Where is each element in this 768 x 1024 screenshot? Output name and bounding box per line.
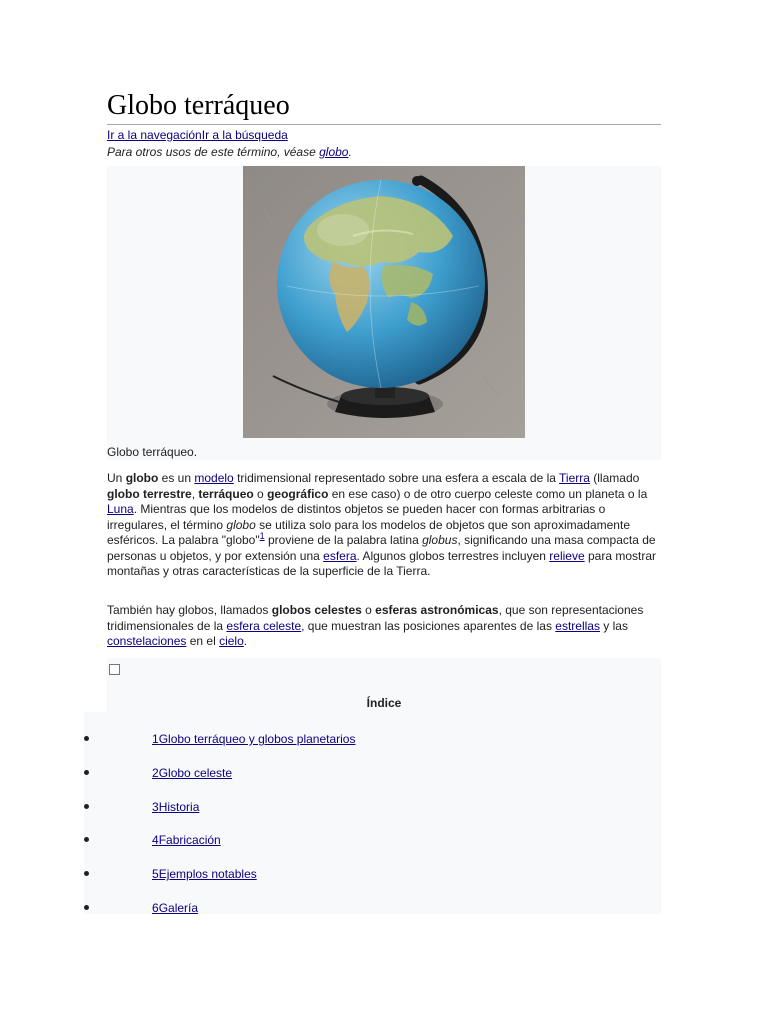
text: es un [158,471,195,485]
toc-label: Globo terráqueo y globos planetarios [158,732,356,746]
bullet-icon [84,871,89,876]
text: proviene de la palabra latina [264,533,423,547]
toc-title: Índice [366,696,402,710]
text: o [361,603,376,617]
text: se utiliza solo para los modelos de objetos que son aproximadamente esféricos. La palabra "globo" [107,517,630,547]
text: , que son representaciones tridimensionales de la [107,603,644,633]
jump-to-navigation-link[interactable]: Ir a la navegación [107,128,202,142]
text: en ese caso) o de otro cuerpo celeste como un planeta o la [328,486,648,501]
toc-label: Galería [158,901,199,915]
text: . [243,634,248,648]
toc-number: 3 [152,800,159,814]
hatnote-link-globo[interactable]: globo [319,145,349,159]
bullet-icon [84,837,89,842]
bold-term: globos celestes [271,603,362,617]
text: y las [599,618,628,633]
toc-link[interactable] [152,731,355,747]
link-constelaciones[interactable]: constelaciones [107,634,187,648]
italic-term: globus [422,533,458,547]
toc-label: Historia [158,800,200,814]
jump-to-search-link[interactable]: Ir a la búsqueda [201,128,288,142]
bold-term: geográfico [267,486,329,501]
toc-link[interactable] [152,866,257,882]
figure-caption: Globo terráqueo. [107,445,198,459]
toc-number: 1 [152,732,159,746]
text: , [191,486,199,501]
toc-background [84,712,108,914]
reference-link[interactable]: 1 [259,531,265,541]
link-modelo[interactable]: modelo [194,471,234,485]
globe-photo[interactable] [243,166,525,438]
toc-number: 2 [152,766,159,780]
toc-toggle-checkbox[interactable] [109,664,120,675]
toc-number: 4 [152,833,159,847]
toc-label: Globo celeste [158,766,233,780]
text: . Mientras que los modelos de distintos objetos se pueden hacer con formas arbitrarias o irregulares, el término [107,502,606,532]
toc-link[interactable] [152,832,221,848]
toc-number: 6 [152,901,159,915]
link-cielo[interactable]: cielo [219,634,244,648]
link-tierra[interactable]: Tierra [559,471,590,485]
text: en el [186,634,220,648]
hatnote [107,144,352,160]
text: , que muestran las posiciones aparentes de las [301,618,556,633]
link-luna[interactable]: Luna [107,502,134,516]
link-esfera[interactable]: esfera [323,548,357,563]
italic-term: globo [226,517,256,532]
toc-number: 5 [152,867,159,881]
bold-term: globo [125,471,159,485]
toc-link[interactable] [152,900,198,916]
text: . Algunos globos terrestres incluyen [356,548,550,563]
toc-label: Ejemplos notables [158,867,257,881]
toc-link[interactable] [152,799,199,815]
text: También hay globos, llamados [107,603,272,617]
toc-link[interactable] [152,765,232,781]
text: , significando una masa compacta de personas u objetos, y por extensión una [107,533,656,563]
bullet-icon [84,905,89,910]
thumbnail-figure [107,166,661,460]
link-relieve[interactable]: relieve [549,548,585,563]
text: (llamado [589,471,640,485]
bullet-icon [84,804,89,809]
text: tridimensional representado sobre una esfera a escala de la [233,471,560,485]
bold-term: esferas astronómicas [375,603,499,617]
intro-paragraph [107,471,661,580]
link-esfera-celeste[interactable]: esfera celeste [226,618,302,633]
text: para mostrar montañas y otras características de la superficie de la Tierra. [107,548,656,578]
toc-label: Fabricación [158,833,221,847]
text: Un [107,471,126,485]
celestial-paragraph [107,603,661,650]
bullet-icon [84,770,89,775]
page-title: Globo terráqueo [107,88,661,125]
link-estrellas[interactable]: estrellas [555,618,600,633]
hatnote-text: Para otros usos de este término, véase [107,145,320,159]
text: o [253,486,268,501]
hatnote-period: . [348,145,352,159]
jump-links [107,128,288,142]
bullet-icon [84,736,89,741]
bold-term: terráqueo [198,486,254,501]
bold-term: globo terrestre [107,486,192,501]
